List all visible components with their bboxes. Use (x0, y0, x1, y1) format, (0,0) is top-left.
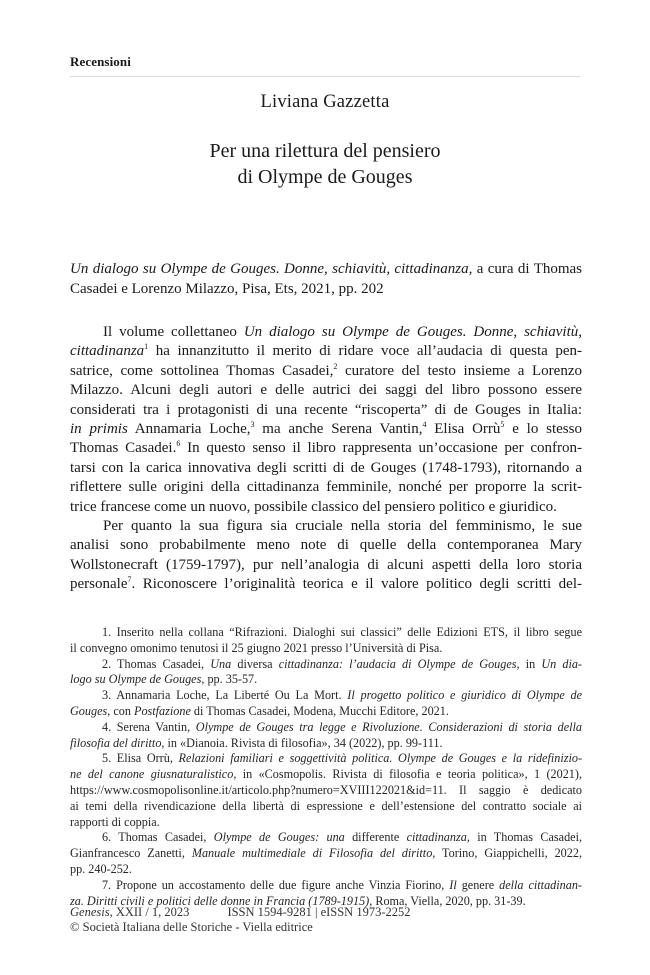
footnote-3-cont: Gouges, con Postfazione di Thomas Casadei, Modena, Mucchi Editore, 2021. (70, 703, 449, 718)
footnotes (70, 625, 582, 909)
body-line: Milazzo. Alcuni degli autori e delle autrici dei saggi del libro possono essere (70, 382, 582, 399)
page-footer (70, 905, 411, 935)
body-line: personale$^7$. Riconoscere l’originalità teorica e il valore politico degli scritti del- (70, 575, 582, 593)
footnote-ref[interactable]: 4 (422, 419, 427, 429)
body-line: Thomas Casadei.$^6$ In questo senso il libro rappresenta un’occasione per confron- (70, 439, 582, 457)
citation-details: Thomas Casadei e Lorenzo Milazzo, Pisa, Ets, 2021, pp. 202 (70, 261, 583, 297)
footnote-6-cont: pp. 240-252. (70, 861, 132, 876)
footnote-5-cont: ne del canone giusnaturalistico, in «Cosmopolis. Rivista di filosofia e teoria politica», 1 (2021), (70, 767, 583, 782)
book-citation (70, 259, 582, 299)
footnote-2-cont: logo su Olympe de Gouges, pp. 35-57. (70, 672, 258, 687)
review-body (70, 323, 582, 594)
body-line: Per quanto la sua figura sia cruciale nella storia del femminismo, le sue (103, 517, 582, 534)
article-author: Liviana Gazzetta (260, 92, 390, 112)
header-divider (70, 76, 580, 77)
footnote-6: 6. Thomas Casadei, Olympe de Gouges: una differente cittadinanza, in Thomas Casadei, (102, 830, 583, 845)
footnote-ref[interactable]: 5 (500, 419, 505, 429)
body-line: analisi sono probabilmente meno note di quelle della contemporanea Mary (70, 537, 582, 554)
journal-issue: , XXII / 1, 2023 (109, 905, 190, 919)
title-line-1: Per una rilettura del pensiero (209, 140, 441, 162)
title-line-2: di Olympe de Gouges (237, 166, 413, 188)
footnote-3: 3. Annamaria Loche, La Liberté Ou La Mort. Il progetto politico e giuridico di Olympe de (102, 688, 582, 703)
journal-issn: ISSN 1594-9281 | eISSN 1973-2252 (227, 905, 411, 919)
section-label: Recensioni (70, 54, 131, 69)
footnote-1-cont: il convegno omonimo tenutosi il 25 giugno 2021 presso l’Università di Pisa. (70, 640, 443, 655)
footnote-ref[interactable]: 2 (333, 361, 338, 371)
footer-copyright: © Società Italiana delle Storiche - Viella editrice (70, 920, 313, 934)
body-line: tarsi con la carica innovativa degli scritti di de Gouges (1748-1793), ritornando a (70, 459, 582, 476)
citation-editors-intro: a cura di (472, 261, 530, 277)
footnote-1: 1. Inserito nella collana “Rifrazioni. Dialoghi sui classici” delle Edizioni ETS, il libro segue (102, 625, 582, 639)
footnote-ref[interactable]: 3 (250, 419, 255, 429)
footnote-7: 7. Propone un accostamento delle due figure anche Vinzia Fiorino, Il genere della cittadinan- (102, 877, 582, 892)
footnote-7-cont: za. Diritti civili e politici delle donne in Francia (1789-1915), Roma, Viella, 2020, pp. 31-39. (70, 893, 526, 908)
body-line: satrice, come sottolinea Thomas Casadei,$^2$ curatore del testo insieme a Lorenzo (70, 361, 582, 379)
body-line: in primis Annamaria Loche,$^3$ ma anche Serena Vantin,$^4$ Elisa Orrù$^5$ e lo stesso (70, 419, 582, 437)
footnote-5: 5. Elisa Orrù, Relazioni familiari e soggettività politica. Olympe de Gouges e la ridefinizio- (102, 751, 582, 766)
journal-name: Genesis (70, 905, 110, 919)
body-line: riflettere sulle origini della cittadinanza femminile, nonché per proporre la scrit- (70, 479, 582, 496)
footnote-5-url[interactable]: https://www.cosmopolisonline.it/articolo.php?numero=XVIII122021&id=11. Il saggio è dedicato (70, 782, 582, 797)
footnote-ref[interactable]: 6 (176, 439, 181, 449)
article-title (0, 138, 650, 190)
footnote-4-cont: filosofia del diritto, in «Dianoia. Rivista di filosofia», 34 (2022), pp. 99-111. (70, 735, 443, 750)
body-line: cittadinanza$^1$ ha innanzitutto il merito di ridare voce all’audacia di questa pen- (70, 342, 582, 360)
footer-journal-line (70, 905, 411, 920)
body-line: trice francese come un nuovo, possibile classico del pensiero politico e giuridico. (70, 498, 557, 515)
footnote-ref[interactable]: 7 (127, 575, 132, 585)
body-line: Wollstonecraft (1759-1797), pur nell’analogia di alcuni aspetti della loro storia (70, 556, 582, 573)
footnote-ref[interactable]: 1 (144, 342, 149, 352)
book-title: Un dialogo su Olympe de Gouges. Donne, schiavitù, cittadinanza, (70, 261, 473, 277)
footnote-5-cont: ai temi della rivendicazione della libertà di espressione e dell’estensione del contratto sociale ai (70, 798, 582, 813)
footnote-2: 2. Thomas Casadei, Una diversa cittadinanza: l’audacia di Olympe de Gouges, in Un dia- (102, 656, 582, 671)
footnote-6-cont: Gianfrancesco Zanetti, Manuale multimediale di Filosofia del diritto, Torino, Giappichelli, 2022, (70, 846, 582, 861)
footnote-4: 4. Serena Vantin, Olympe de Gouges tra legge e Rivoluzione. Considerazioni di storia della (102, 719, 582, 734)
body-line: considerati tra i protagonisti di una recente “riscoperta” di de Gouges in Italia: (70, 401, 582, 418)
body-line: Il volume collettaneo Un dialogo su Olympe de Gouges. Donne, schiavitù, (103, 324, 582, 340)
footnote-5-cont: rapporti di coppia. (70, 814, 160, 829)
